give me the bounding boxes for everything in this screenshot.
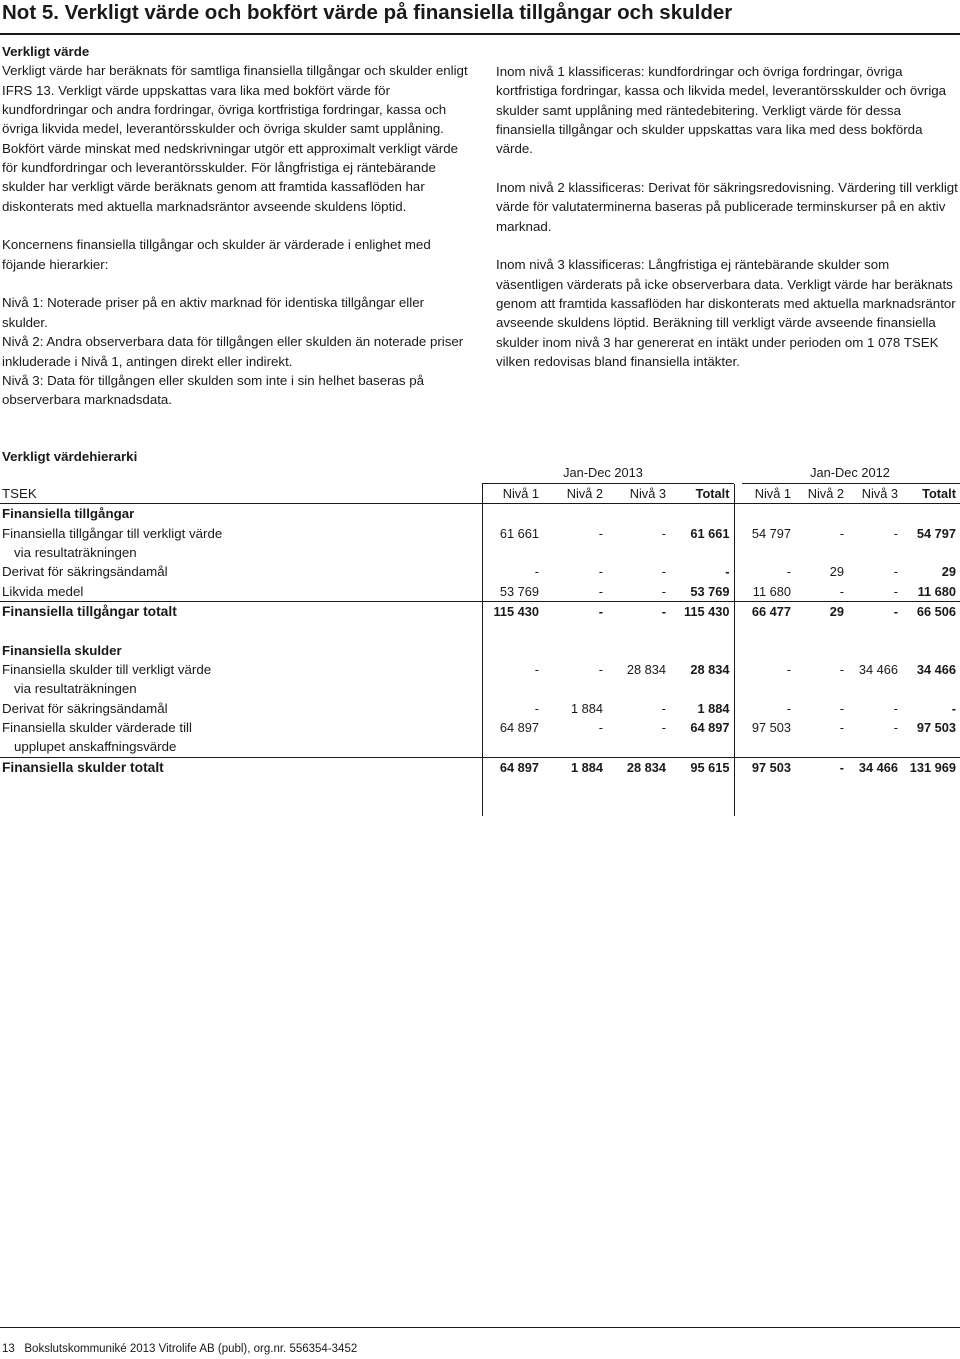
left-text-column [2,42,472,410]
table-row [0,757,960,777]
table-cell [795,797,848,816]
table-cell: - [725,564,730,580]
level-1-definition: Nivå 1: Noterade priser på en aktiv marknad för identiska tillgångar eller skulder. [2,295,425,330]
table-cell [734,543,795,562]
table-cell [670,797,734,816]
table-row [0,543,960,562]
table-row [0,641,960,660]
table-cell [482,621,543,640]
table-cell [902,504,960,524]
row-label: via resultaträkningen [14,545,137,561]
table-cell [848,797,902,816]
table-cell [795,777,848,796]
table-cell: - [661,583,666,599]
table-cell [734,504,795,524]
table-cell [734,641,795,660]
table-header-row [0,484,960,504]
level-2-classification: Inom nivå 2 klassificeras: Derivat för säkringsredovisning. Värdering till verkligt värde för valutaterminerna baseras på publicerade terminskurser på en aktiv marknad. [496,180,958,234]
table-cell [670,641,734,660]
table-cell: 66 477 [734,602,795,622]
table-cell [670,543,734,562]
hierarchy-intro-paragraph: Koncernens finansiella tillgångar och skulder är värderade i enlighet med föjande hierarkier: [2,237,431,272]
table-cell [734,777,795,796]
table-row [0,660,960,679]
table-row [0,602,960,622]
table-cell: - [795,757,848,777]
table-cell [543,797,607,816]
table-cell: - [482,562,543,581]
footer-divider [0,1327,960,1328]
row-label: Finansiella tillgångar till verkligt värde [2,525,223,541]
table-cell: 61 661 [482,524,543,543]
table-cell: 1 884 [697,700,730,716]
table-cell: 34 466 [916,662,956,678]
row-label: Finansiella tillgångar [2,506,135,522]
table-row [0,737,960,757]
table-cell [670,621,734,640]
table-cell: 131 969 [902,757,960,777]
table-cell: - [661,525,666,541]
table-cell [795,737,848,757]
table-cell [543,737,607,757]
spacer [2,216,472,235]
table-cell: - [598,662,603,678]
table-cell: 28 834 [626,662,666,678]
table-cell [543,679,607,698]
table-cell: - [734,562,795,581]
table-cell [543,641,607,660]
table-cell [482,737,543,757]
table-cell [482,504,543,524]
row-label: Derivat för säkringsändamål [2,700,168,716]
table-cell: 97 503 [734,757,795,777]
table-row [0,582,960,602]
table-cell [482,797,543,816]
table-cell: - [893,583,898,599]
table-cell: 53 769 [482,582,543,602]
table-cell [607,621,670,640]
row-label: Finansiella skulder [2,642,122,658]
table-cell [795,621,848,640]
row-label: via resultaträkningen [14,681,137,697]
table-cell [607,679,670,698]
table-cell: 1 884 [543,757,607,777]
table-cell [795,679,848,698]
table-cell: - [598,720,603,736]
page-title: Not 5. Verkligt värde och bokfört värde på finansiella tillgångar och skulder [2,1,733,24]
column-header: Totalt [902,484,960,504]
table-cell [670,679,734,698]
column-header: Nivå 3 [607,484,670,504]
table-cell [543,621,607,640]
table-row [0,524,960,543]
row-label: Finansiella tillgångar totalt [0,602,482,622]
table-cell: 54 797 [916,525,956,541]
right-text-column [496,62,958,372]
table-cell: 28 834 [607,757,670,777]
table-cell: 11 680 [917,583,956,599]
table-cell [902,777,960,796]
table-cell [902,737,960,757]
table-cell: 29 [941,564,956,580]
table-cell: - [482,660,543,679]
table-cell [670,737,734,757]
section-heading: Verkligt värde [2,44,90,59]
table-cell: - [598,583,603,599]
table-cell: - [661,720,666,736]
table-cell: - [598,564,603,580]
table-cell [902,641,960,660]
table-row [0,621,960,640]
period-header-2012: Jan-Dec 2012 [810,465,890,480]
table-cell: 115 430 [670,602,734,622]
table-cell [543,777,607,796]
table-cell [482,679,543,698]
table-cell: - [661,700,666,716]
table-cell: - [839,700,844,716]
table-cell: - [734,699,795,718]
column-header: Nivå 1 [482,484,543,504]
row-label: Finansiella skulder till verkligt värde [2,662,212,678]
table-row [0,777,960,796]
table-row [0,718,960,737]
column-header: Nivå 1 [734,484,795,504]
column-header: Nivå 2 [543,484,607,504]
table-cell: 53 769 [690,583,730,599]
table-cell: 28 834 [690,662,730,678]
column-header-unit: TSEK [0,484,482,504]
spacer [496,236,958,255]
level-3-definition: Nivå 3: Data för tillgången eller skulden som inte i sin helhet baseras på observerbara marknadsdata. [2,372,425,408]
table-cell [734,621,795,640]
table-cell: - [839,525,844,541]
table-cell: 97 503 [916,720,956,736]
row-label [0,797,482,816]
table-cell: - [482,699,543,718]
page-footer [2,1342,357,1356]
table-cell [543,543,607,562]
table-cell [902,679,960,698]
table-cell: 34 466 [848,757,902,777]
table-cell [848,543,902,562]
table-cell [848,737,902,757]
table-cell [607,641,670,660]
table-cell: - [661,564,666,580]
table-cell [902,543,960,562]
table-cell: - [734,660,795,679]
table-cell: 64 897 [482,718,543,737]
table-cell [607,504,670,524]
table-cell: - [893,720,898,736]
table-cell [734,737,795,757]
table-cell: - [951,700,956,716]
table-cell [543,504,607,524]
table-cell: 11 680 [734,582,795,602]
table-cell: 64 897 [482,757,543,777]
row-label [0,777,482,796]
table-cell: - [848,602,902,622]
level-1-classification: Inom nivå 1 klassificeras: kundfordringar och övriga fordringar, övriga kortfristiga fordringar, kassa och likvida medel, leverantörsskulder och övriga skulder samt upplåning med räntedebitering. Verkligt värde för dessa finansiella tillgångar och skulder uppskattas vara lika med dess bokförda värde. [496,64,947,157]
table-cell: 54 797 [734,524,795,543]
row-label: Likvida medel [2,583,84,599]
table-cell [848,621,902,640]
table-row [0,679,960,698]
table-cell: 61 661 [690,525,730,541]
table-cell: - [607,602,670,622]
table-cell [848,777,902,796]
footer-text: Bokslutskommuniké 2013 Vitrolife AB (publ), org.nr. 556354-3452 [24,1343,358,1355]
table-cell [482,543,543,562]
table-cell [607,797,670,816]
table-cell [607,777,670,796]
level-3-classification: Inom nivå 3 klassificeras: Långfristiga ej räntebärande skulder som väsentligen värderats på icke observerbara data. Verkligt värde har beräknats genom att framtida kassaflöden har diskonterats med aktuella marknadsräntor avseende skuldens löptid. Beräkning till verkligt värde avseende finansiella skulder inom nivå 3 har genererat en intäkt under perioden om 1 078 TSEK vilken redovisas bland finansiella intäkter. [496,257,956,370]
table-title: Verkligt värdehierarki [2,449,138,464]
table-cell: 66 506 [902,602,960,622]
table-cell [734,679,795,698]
row-label: Derivat för säkringsändamål [2,564,168,580]
fair-value-paragraph: Verkligt värde har beräknats för samtliga finansiella tillgångar och skulder enligt IFRS 13. Verkligt värde uppskattas vara lika med bokfört värde för kundfordringar och andra fordringar, övriga kortfristiga fordringar, kassa och övriga likvida medel, leverantörsskulder och övriga skulder samt upplåning. Bokfört värde minskat med nedskrivningar utgör ett approximalt verkligt värde för kundfordringar och leverantörsskulder. För långfristiga ej räntebärande skulder har verkligt värde beräknats genom att framtida kassaflöden har diskonterats med aktuella marknadsräntor avseende skuldens löptid. [2,63,468,214]
row-label [0,621,482,640]
table-cell: 97 503 [734,718,795,737]
table-cell: 34 466 [858,662,898,678]
table-cell [848,504,902,524]
table-cell: 95 615 [670,757,734,777]
row-label: upplupet anskaffningsvärde [14,739,177,755]
column-header: Nivå 3 [848,484,902,504]
table-cell: - [839,583,844,599]
table-cell [795,641,848,660]
table-cell: 29 [795,602,848,622]
fair-value-hierarchy-table [0,484,960,816]
column-header: Nivå 2 [795,484,848,504]
table-row [0,797,960,816]
table-row [0,562,960,581]
spacer [496,159,958,178]
table-cell: - [893,700,898,716]
table-row [0,504,960,524]
table-cell: - [598,525,603,541]
table-cell: 64 897 [690,720,730,736]
table-cell [734,797,795,816]
table-cell: - [839,662,844,678]
table-cell [902,621,960,640]
table-cell [670,504,734,524]
spacer [2,274,472,293]
table-cell [848,641,902,660]
table-cell: 29 [829,564,844,580]
table-cell [795,504,848,524]
table-cell [670,777,734,796]
period-header-2013: Jan-Dec 2013 [563,465,643,480]
level-2-definition: Nivå 2: Andra observerbara data för tillgången eller skulden än noterade priser inkluderade i Nivå 1, antingen direkt eller indirekt. [2,334,464,369]
column-header: Totalt [670,484,734,504]
table-cell: - [839,720,844,736]
title-divider [0,33,960,35]
table-cell [795,543,848,562]
table-cell: 1 884 [570,700,603,716]
row-label: Finansiella skulder värderade till [2,720,192,736]
table-row [0,699,960,718]
page-number: 13 [2,1343,15,1355]
table-cell [848,679,902,698]
table-cell: 115 430 [482,602,543,622]
table-cell: - [893,525,898,541]
table-cell [607,543,670,562]
table-cell: - [543,602,607,622]
table-cell [482,777,543,796]
table-cell [902,797,960,816]
table-cell [607,737,670,757]
table-cell [482,641,543,660]
row-label: Finansiella skulder totalt [0,757,482,777]
table-cell: - [893,564,898,580]
